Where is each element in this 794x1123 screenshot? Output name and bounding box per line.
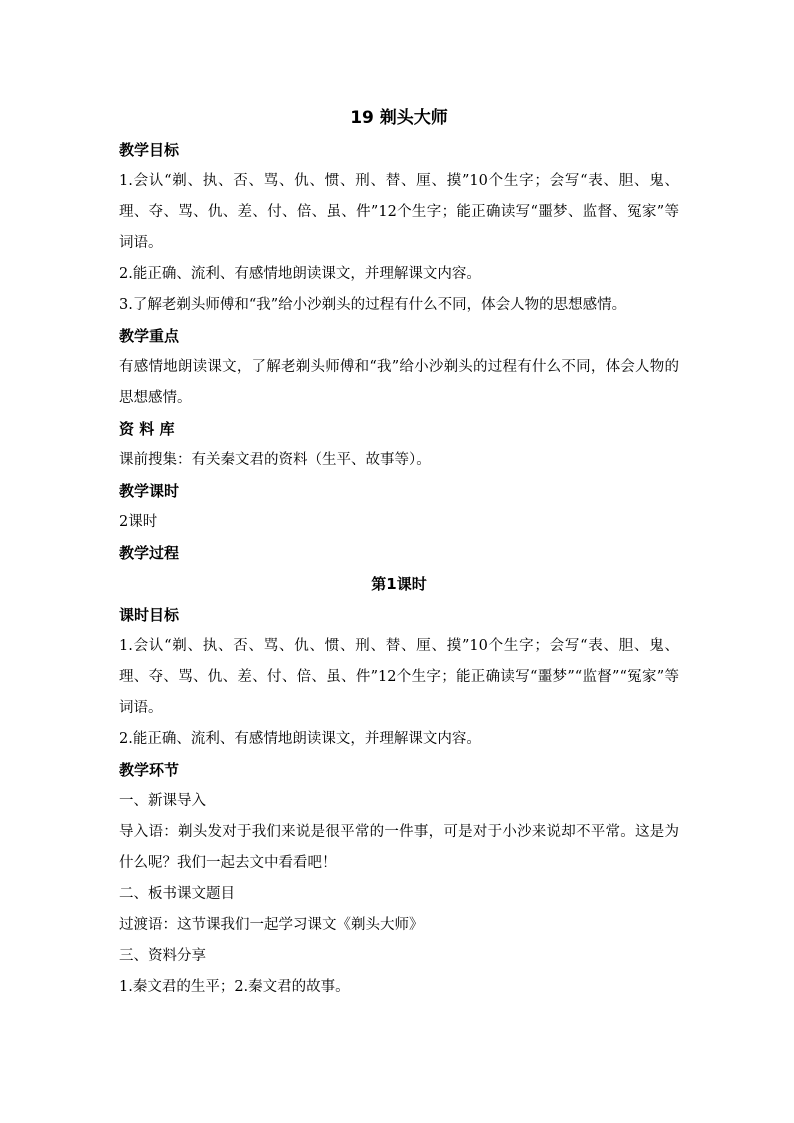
goal-item: 1.会认“剃、执、否、骂、仇、惯、刑、替、厘、摸”10个生字；会写“表、胆、鬼、理、夺、骂、仇、差、付、倍、虽、件”12个生字；能正确读写“噩梦、监督、冤家”等词语。: [119, 173, 679, 251]
goals-heading: 教学目标: [119, 141, 180, 159]
step-heading: 三、资料分享: [119, 948, 206, 964]
hours-text: 2课时: [119, 514, 158, 530]
hours-heading: 教学课时: [119, 482, 180, 500]
library-text: 课前搜集：有关秦文君的资料（生平、故事等）。: [119, 452, 431, 468]
lesson-plan: [119, 101, 679, 1003]
step-text: 1.秦文君的生平；2.秦文君的故事。: [119, 979, 350, 995]
lesson-goals-heading: 课时目标: [119, 606, 180, 624]
goal-item: 3.了解老剃头师傅和“我”给小沙剃头的过程有什么不同，体会人物的思想感情。: [119, 297, 627, 313]
steps-heading: 教学环节: [119, 761, 180, 779]
focus-text: 有感情地朗读课文，了解老剃头师傅和“我”给小沙剃头的过程有什么不同，体会人物的思想感情。: [119, 359, 679, 406]
page-title: 19 剃头大师: [350, 108, 448, 128]
focus-heading: 教学重点: [119, 327, 180, 345]
lesson-goal-item: 1.会认“剃、执、否、骂、仇、惯、刑、替、厘、摸”10个生字；会写“表、胆、鬼、理、夺、骂、仇、差、付、倍、虽、件”12个生字；能正确读写“噩梦”“监督”“冤家”等词语。: [119, 638, 679, 716]
process-heading: 教学过程: [119, 544, 180, 562]
step-text: 导入语：剃头发对于我们来说是很平常的一件事，可是对于小沙来说却不平常。这是为什么呢？我们一起去文中看看吧！: [119, 824, 679, 871]
step-heading: 一、新课导入: [119, 793, 206, 809]
lesson1-title: 第1课时: [371, 575, 427, 593]
step-heading: 二、板书课文题目: [119, 886, 235, 902]
library-heading: 资 料 库: [119, 420, 175, 438]
step-text: 过渡语：这节课我们一起学习课文《剃头大师》: [119, 917, 424, 933]
goal-item: 2.能正确、流利、有感情地朗读课文，并理解课文内容。: [119, 266, 481, 282]
lesson-goal-item: 2.能正确、流利、有感情地朗读课文，并理解课文内容。: [119, 731, 481, 747]
